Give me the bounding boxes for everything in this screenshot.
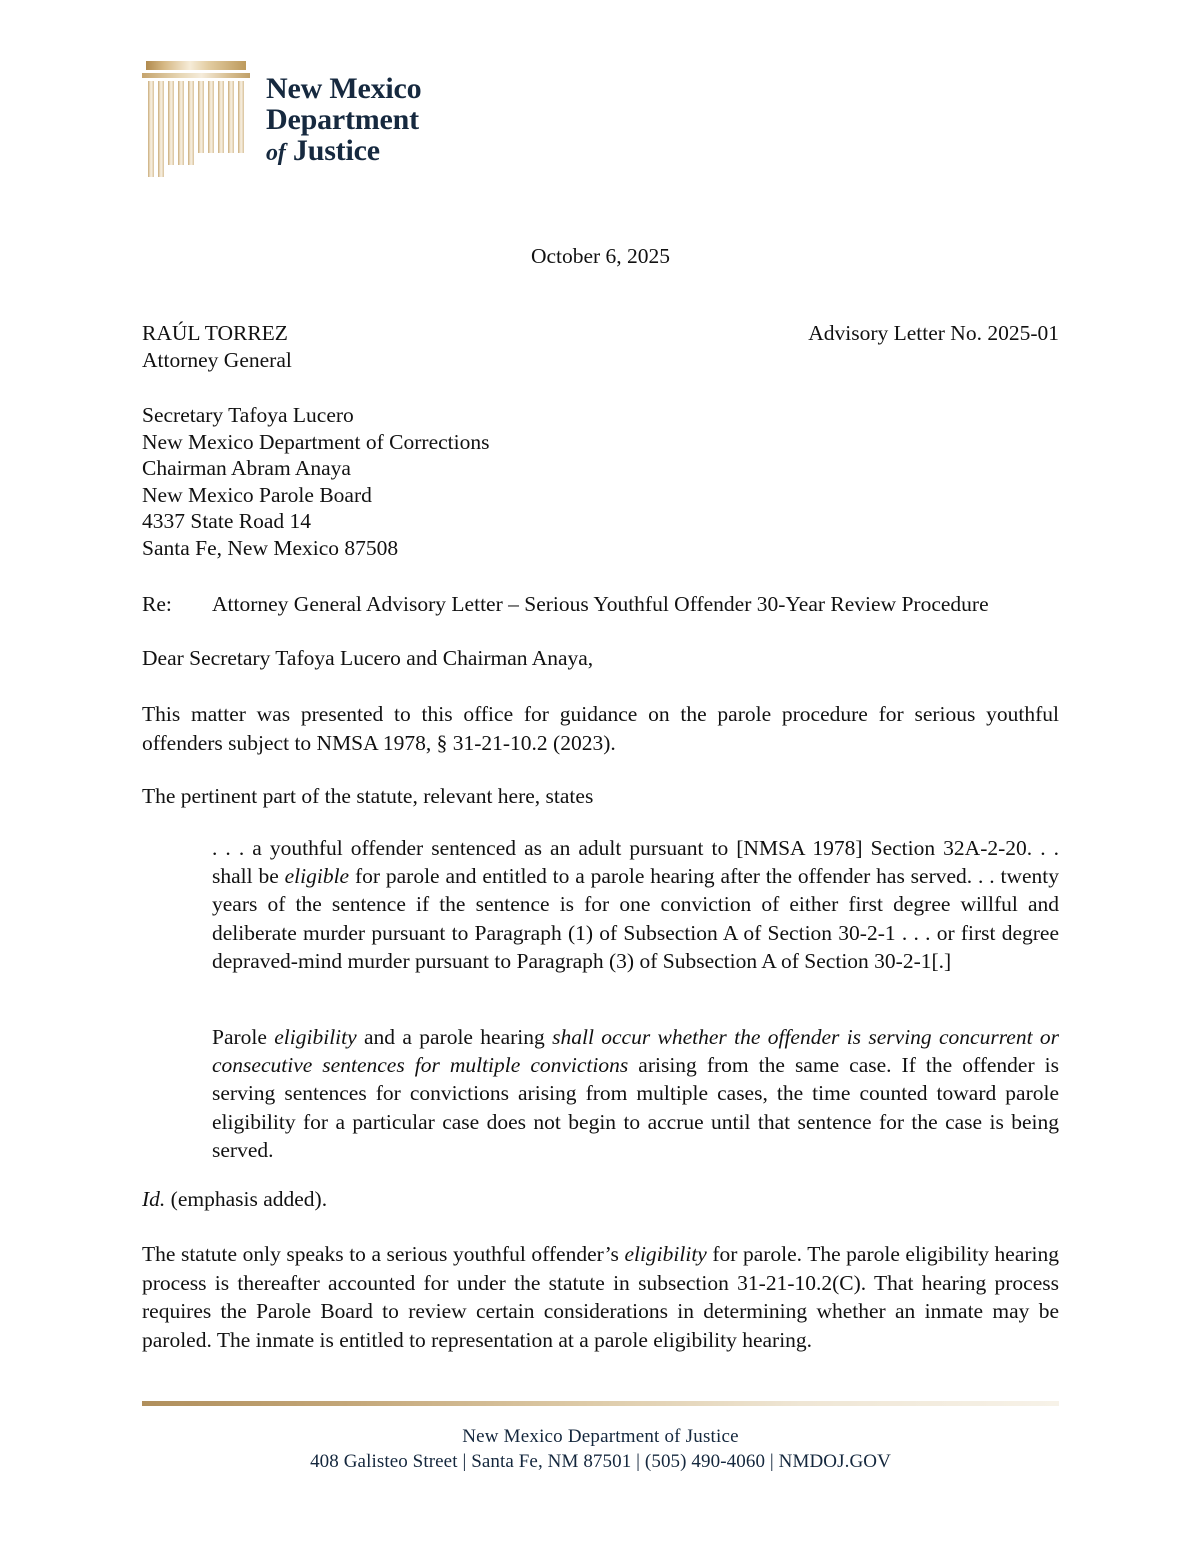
quote-2-text-c: arising from the same case. If the offender is serving sentences for convictions arising from multiple cases, the time counted toward parole eligibility for a particular case does not begin to accrue until that sentence for the case is being served. [212,1053,1059,1162]
paragraph-3-text-a: The statute only speaks to a serious youthful offender’s [142,1242,625,1266]
statute-quote-2 [212,1023,1059,1164]
id-citation-line [142,1186,1059,1213]
signer-title: Attorney General [142,348,292,372]
logo-column [208,81,214,153]
recipient-line: Santa Fe, New Mexico 87508 [142,535,399,560]
signer-and-reference [142,320,1059,374]
logo-second-bar [142,73,250,78]
logo-column [228,81,234,153]
salutation: Dear Secretary Tafoya Lucero and Chairman Anaya, [142,646,594,670]
recipient-line: New Mexico Parole Board [142,482,372,507]
logo-column [148,81,154,177]
re-line [142,591,1059,618]
logo-columns [148,81,248,181]
wordmark-line-1: New Mexico [266,72,422,105]
letterhead [142,55,421,183]
wordmark-line-2: Department [266,103,419,136]
logo-column [218,81,224,153]
logo-column [168,81,174,165]
letter-date: October 6, 2025 [530,244,671,268]
recipient-line: Chairman Abram Anaya [142,456,351,481]
wordmark-justice: Justice [292,134,380,167]
quote-1-text-b: for parole and entitled to a parole hearing after the offender has served. . . twenty years of the sentence if the sentence is for one conviction of either first degree willful and deliberate murder pursuant to Paragraph (1) of Subsection A of Section 30-2-1 . . . or first degree depraved-mind murder pursuant to Paragraph (3) of Subsection A of Section 30-2-1[.] [212,864,1059,973]
paragraph-2: The pertinent part of the statute, relevant here, states [142,784,594,808]
quote-1-italic-a: eligible [284,864,350,889]
footer-address: 408 Galisteo Street | Santa Fe, NM 87501 | (505) 490-4060 | NMDOJ.GOV [310,1451,891,1472]
statute-quote-1 [212,834,1059,975]
signer-name: RAÚL TORREZ [142,321,288,345]
nmdoj-columns-logo-icon [142,55,250,183]
logo-column [188,81,194,165]
wordmark-of: of [266,140,286,166]
quote-2-text-b: and a parole hearing [356,1025,553,1049]
paragraph-3-text-b: for parole. The parole eligibility hearing process is thereafter accounted for under the statute in subsection 31-21-10.2(C). That hearing process requires the Parole Board to review certain considerations in determining whether an inmate may be paroled. The inmate is entitled to representation at a parole eligibility hearing. [142,1242,1060,1352]
reference-number: Advisory Letter No. 2025-01 [808,321,1059,345]
logo-column [178,81,184,165]
footer-divider [142,1401,1059,1406]
wordmark [266,55,421,169]
recipient-line: Secretary Tafoya Lucero [142,403,354,427]
quote-1-text-a: . . . a youthful offender sentenced as an adult pursuant to [NMSA 1978] Section 32A-2-20. . . shall be [212,836,1059,889]
footer-organization: New Mexico Department of Justice [462,1426,739,1447]
wordmark-line-3 [266,135,421,169]
quote-2-text-a: Parole [212,1025,275,1049]
recipient-line: 4337 State Road 14 [142,509,311,534]
recipient-address-block [142,402,1059,562]
quote-2-italic-b: shall occur whether the offender is serving concurrent or consecutive sentences for multiple convictions [212,1025,1059,1078]
quote-2-italic-a: eligibility [274,1025,357,1049]
page-footer [142,1424,1059,1475]
paragraph-3 [142,1240,1059,1354]
recipient-line: New Mexico Department of Corrections [142,429,490,454]
logo-column [158,81,164,177]
logo-column [238,81,244,153]
id-citation: Id. [142,1187,166,1211]
re-subject: Attorney General Advisory Letter – Serious Youthful Offender 30-Year Review Procedure [212,592,989,616]
id-citation-rest: (emphasis added). [165,1187,328,1211]
re-label: Re: [142,592,172,616]
logo-column [198,81,204,153]
logo-top-bar [146,61,246,70]
paragraph-3-italic-a: eligibility [624,1242,707,1266]
signer-block [142,320,292,374]
paragraph-1: This matter was presented to this office for guidance on the parole procedure for serious youthful offenders subject to NMSA 1978, § 31-21-10.2 (2023). [142,702,1059,755]
